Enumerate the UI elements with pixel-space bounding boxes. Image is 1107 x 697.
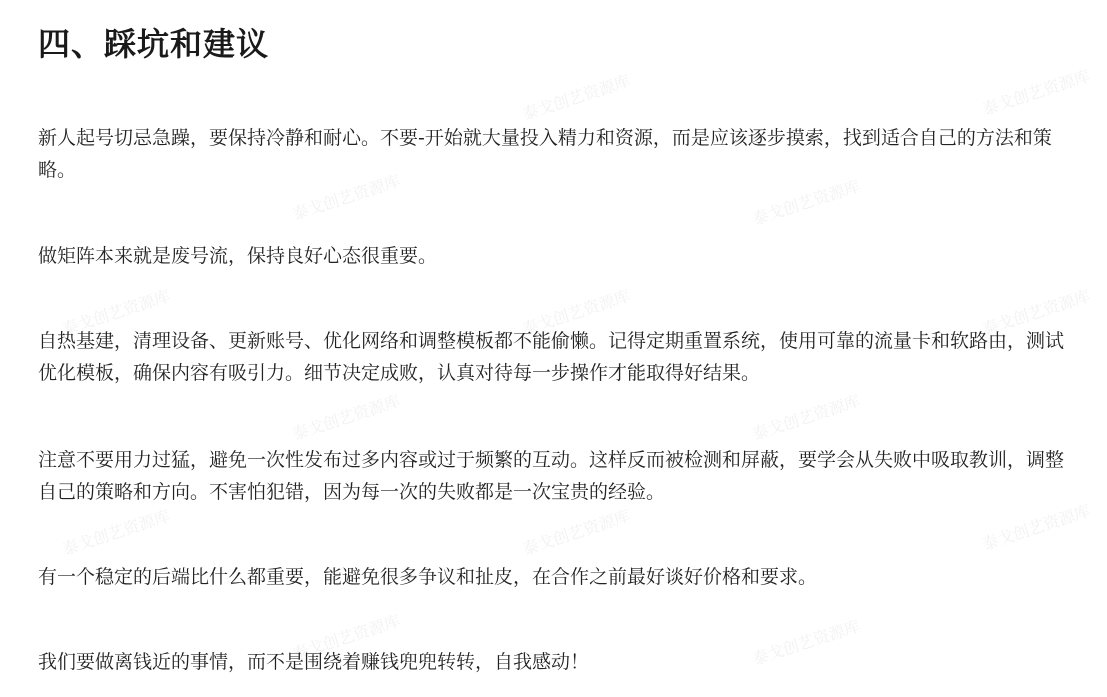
watermark: 泰戈创艺资源库	[980, 286, 1093, 339]
paragraph-closing: 我们要做离钱近的事情，而不是围绕着赚钱兜兜转转，自我感动！	[38, 651, 590, 673]
watermark: 泰戈创艺资源库	[520, 506, 633, 559]
watermark: 泰戈创艺资源库	[520, 286, 633, 339]
watermark: 泰戈创艺资源库	[290, 171, 403, 224]
paragraph-mindset: 做矩阵本来就是废号流，保持良好心态很重要。	[38, 245, 438, 267]
watermark: 泰戈创艺资源库	[520, 71, 633, 124]
watermark: 泰戈创艺资源库	[750, 176, 863, 229]
paragraph-moderation: 注意不要用力过猛，避免一次性发布过多内容或过于频繁的互动。这样反而被检测和屏蔽，要学会从失败中吸取教训，调整自己的策略和方向。不害怕犯错，因为每一次的失败都是一次宝贵的经验。	[38, 449, 1065, 503]
watermark: 泰戈创艺资源库	[980, 66, 1093, 119]
watermark: 泰戈创艺资源库	[290, 611, 403, 664]
watermark: 泰戈创艺资源库	[750, 616, 863, 669]
watermark: 泰戈创艺资源库	[290, 391, 403, 444]
paragraph-patience: 新人起号切忌急躁，要保持冷静和耐心。不要-开始就大量投入精力和资源，而是应该逐步摸索，找到适合自己的方法和策略。	[38, 127, 1052, 181]
section-heading: 四、踩坑和建议	[38, 25, 270, 63]
watermark: 泰戈创艺资源库	[980, 501, 1093, 554]
watermark: 泰戈创艺资源库	[750, 391, 863, 444]
paragraph-infrastructure: 自热基建，清理设备、更新账号、优化网络和调整模板都不能偷懒。记得定期重置系统，使用可靠的流量卡和软路由，测试优化模板，确保内容有吸引力。细节决定成败，认真对待每一步操作才能取得好结果。	[38, 330, 1065, 384]
watermark: 泰戈创艺资源库	[60, 286, 173, 339]
paragraph-backend: 有一个稳定的后端比什么都重要，能避免很多争议和扯皮，在合作之前最好谈好价格和要求。	[38, 566, 818, 588]
watermark: 泰戈创艺资源库	[60, 506, 173, 559]
